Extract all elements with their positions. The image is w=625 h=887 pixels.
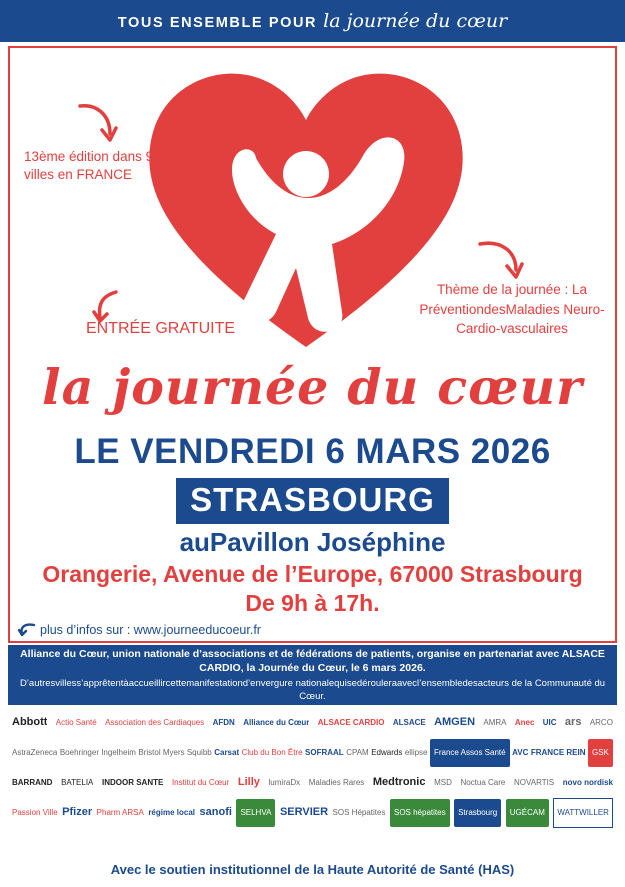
top-banner-script: la journée du cœur — [323, 10, 508, 32]
more-info-prefix: plus d’infos sur : — [40, 623, 134, 637]
sponsor-logo: France Assos Santé — [430, 739, 510, 767]
sponsor-row-2 — [8, 738, 617, 768]
sponsor-logo: Abbott — [12, 716, 48, 729]
sponsor-logo: régime local — [148, 807, 195, 817]
sponsor-logo: Alliance du Cœur — [243, 717, 310, 727]
sponsor-logo: AMRA — [483, 717, 507, 727]
sponsor-logo: Bristol Myers Squibb — [138, 747, 212, 757]
organizer-statement — [8, 645, 617, 705]
sponsor-logo: Club du Bon Être — [241, 747, 303, 757]
event-address: Orangerie, Avenue de l’Europe, 67000 Strasbourg — [42, 561, 583, 587]
sponsor-logos — [8, 708, 617, 860]
event-city-wrap — [0, 478, 625, 524]
sponsor-logo: ALSACE CARDIO — [317, 717, 385, 727]
event-date: LE VENDREDI 6 MARS 2026 — [74, 432, 551, 471]
top-banner — [0, 0, 625, 42]
sponsor-logo: Pharm ARSA — [96, 807, 144, 817]
sponsor-logo: MSD — [434, 777, 452, 787]
event-script-title: la journée du cœur — [42, 358, 583, 416]
sponsor-logo: SOS Hépatites — [332, 807, 386, 817]
event-hours: De 9h à 17h. — [245, 590, 380, 616]
sponsor-logo: NOVARTIS — [513, 777, 555, 787]
sponsor-logo: Maladies Rares — [308, 777, 365, 787]
sponsor-logo: SOFRAAL — [305, 747, 344, 757]
top-banner-lead: TOUS ENSEMBLE POUR — [117, 15, 318, 31]
sponsor-logo: SELHVA — [236, 799, 275, 827]
annotation-free-entry: ENTRÉE GRATUITE — [86, 320, 236, 337]
sponsor-logo: Medtronic — [372, 776, 426, 789]
sponsor-logo: ALSACE — [392, 717, 426, 727]
sponsor-logo: Carsat — [214, 747, 240, 757]
sponsor-logo: Noctua Care — [460, 777, 506, 787]
top-banner-text — [118, 10, 507, 32]
event-city: STRASBOURG — [176, 478, 449, 524]
sponsor-logo: FRANCE REIN — [530, 747, 586, 757]
sponsor-logo: SERVIER — [279, 806, 329, 819]
sponsor-logo: novo nordisk — [562, 777, 613, 787]
annotation-theme: Thème de la journée : La PréventiondesMaladies Neuro-Cardio-vasculaires — [419, 282, 605, 337]
sponsor-logo: UIC — [542, 717, 557, 727]
sponsor-logo: AVC — [512, 747, 529, 757]
sponsor-logo: sanofi — [199, 806, 232, 819]
sponsor-logo: CPAM — [346, 747, 369, 757]
sponsor-logo: ellipse — [404, 747, 428, 757]
event-venue: auPavillon Joséphine — [179, 527, 446, 557]
sponsor-row-4 — [8, 798, 617, 828]
sponsor-logo: SOS hépatites — [390, 799, 450, 827]
sponsor-logo: lumiraDx — [268, 777, 301, 787]
organizer-statement-line2: D’autresvilless’apprêtentàaccueillircettemanifestationd’envergure nationalequisedérouleraavecl’ensembledesacteurs de la Communauté du Cœur. — [19, 677, 606, 702]
footer-support-text: Avec le soutien institutionnel de la Haute Autorité de Santé (HAS) — [110, 862, 515, 877]
sponsor-logo: BATELIA — [61, 777, 94, 787]
sponsor-logo: Actio Santé — [55, 717, 97, 727]
more-info — [18, 622, 418, 638]
arrow-info-icon — [18, 622, 36, 638]
sponsor-logo: WATTWILLER — [553, 798, 613, 828]
sponsor-logo: Anec — [514, 717, 535, 727]
sponsor-row-3 — [8, 768, 617, 798]
organizer-statement-line1: Alliance du Cœur, union nationale d’associations et de fédérations de patients, organise en partenariat avec ALSACE CARDIO, la Journée du Cœur, le 6 mars 2026. — [20, 647, 605, 674]
sponsor-logo: AstraZeneca — [12, 747, 58, 757]
sponsor-row-1 — [8, 708, 617, 738]
sponsor-logo: Association des Cardiaques — [105, 717, 205, 727]
sponsor-logo: Lilly — [237, 776, 260, 789]
sponsor-logo: Institut du Cœur — [171, 777, 230, 787]
sponsor-logo: AFDN — [212, 717, 235, 727]
sponsor-logo: Boehringer Ingelheim — [59, 747, 136, 757]
sponsor-logo: Strasbourg — [454, 799, 501, 827]
arrow-theme-icon — [476, 238, 524, 284]
sponsor-logo: ars — [564, 716, 582, 729]
sponsor-logo: GSK — [588, 739, 613, 767]
sponsor-logo: Pfizer — [62, 806, 93, 819]
sponsor-logo: AMGEN — [434, 716, 476, 729]
sponsor-logo: Passion Ville — [12, 807, 58, 817]
sponsor-logo: ARCO — [589, 717, 613, 727]
sponsor-logo: UGÉCAM — [506, 799, 549, 827]
sponsor-logo: BARRAND — [12, 777, 53, 787]
annotation-edition: 13ème édition dans 9 villes en FRANCE — [24, 149, 154, 183]
more-info-url[interactable]: www.journeeducoeur.fr — [133, 623, 261, 637]
sponsor-logo: INDOOR SANTE — [101, 777, 164, 787]
sponsor-logo: Edwards — [371, 747, 403, 757]
arrow-edition-icon — [74, 100, 120, 146]
